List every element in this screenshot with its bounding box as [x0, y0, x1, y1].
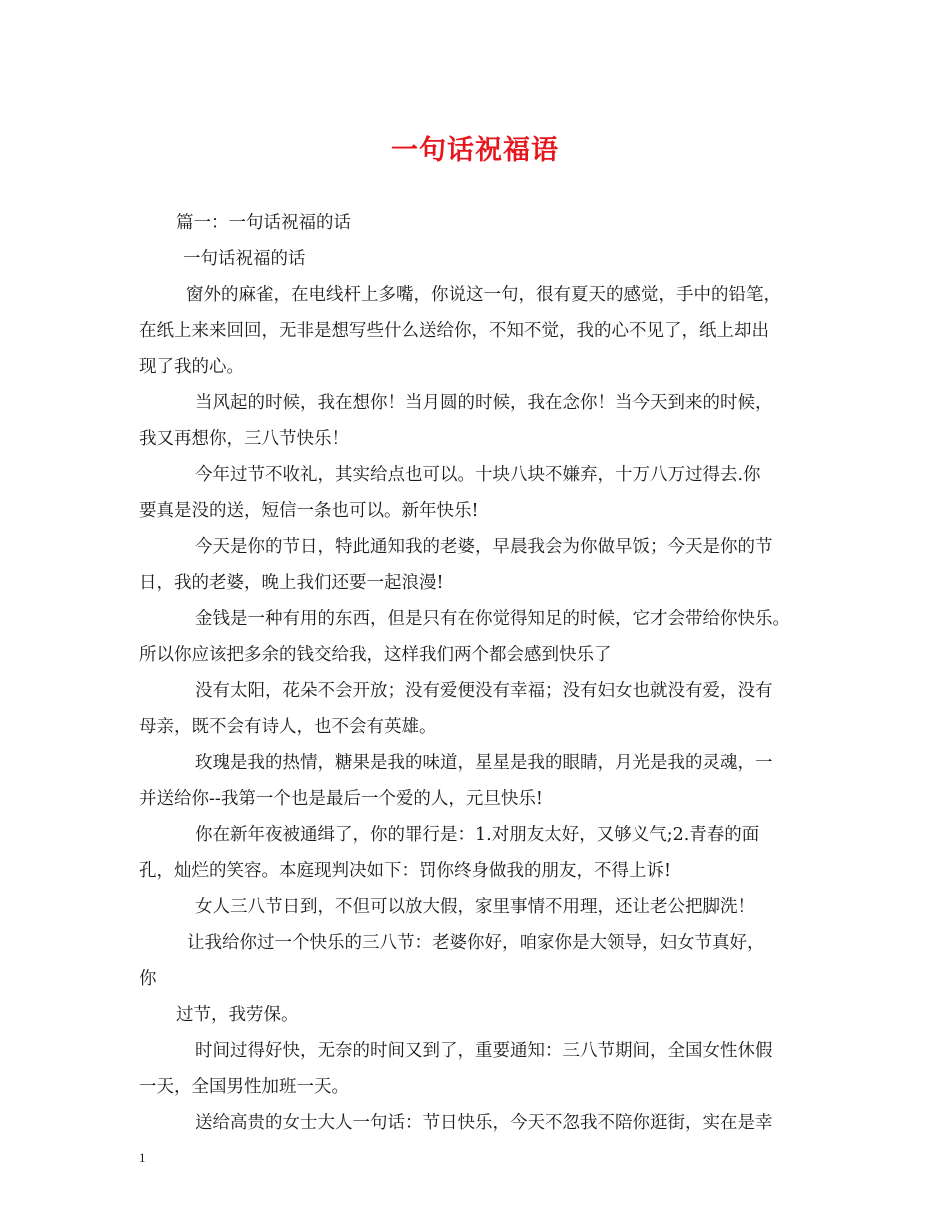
page-number: 1	[139, 1150, 146, 1165]
text-line: 篇一：一句话祝福的话	[176, 213, 351, 233]
text-line: 让我给你过一个快乐的三八节：老婆你好，咱家你是大领导，妇女节真好，	[187, 933, 765, 953]
text-line: 今年过节不收礼，其实给点也可以。十块八块不嫌弃，十万八万过得去.你	[195, 465, 761, 485]
text-line: 你	[139, 969, 157, 989]
text-line: 一天，全国男性加班一天。	[139, 1077, 349, 1097]
text-line: 过节，我劳保。	[176, 1005, 299, 1025]
text-line: 时间过得好快，无奈的时间又到了，重要通知：三八节期间，全国女性休假	[195, 1041, 773, 1061]
text-line: 玫瑰是我的热情，糖果是我的味道，星星是我的眼睛，月光是我的灵魂，一	[195, 753, 773, 773]
document-title: 一句话祝福语	[391, 135, 559, 166]
text-line: 一句话祝福的话	[183, 249, 306, 269]
text-line: 母亲，既不会有诗人，也不会有英雄。	[139, 717, 437, 737]
text-line: 孔，灿烂的笑容。本庭现判决如下：罚你终身做我的朋友，不得上诉!	[139, 861, 672, 881]
text-line: 在纸上来来回回，无非是想写些什么送给你，不知不觉，我的心不见了，纸上却出	[139, 321, 769, 341]
text-line: 当风起的时候，我在想你！当月圆的时候，我在念你！当今天到来的时候，	[195, 393, 773, 413]
text-line: 送给高贵的女士大人一句话：节日快乐，今天不忽我不陪你逛街，实在是幸	[195, 1113, 773, 1133]
text-line: 没有太阳，花朵不会开放；没有爱便没有幸福；没有妇女也就没有爱，没有	[195, 681, 773, 701]
text-line: 日，我的老婆，晚上我们还要一起浪漫!	[139, 573, 444, 593]
text-line: 我又再想你，三八节快乐！	[139, 429, 349, 449]
text-line: 所以你应该把多余的钱交给我，这样我们两个都会感到快乐了	[139, 645, 612, 665]
text-line: 你在新年夜被通缉了，你的罪行是：1.对朋友太好，又够义气;2.青春的面	[195, 825, 760, 845]
text-line: 要真是没的送，短信一条也可以。新年快乐!	[139, 501, 479, 521]
text-line: 金钱是一种有用的东西，但是只有在你觉得知足的时候，它才会带给你快乐。	[195, 609, 790, 629]
text-line: 女人三八节日到，不但可以放大假，家里事情不用理，还让老公把脚洗！	[195, 897, 755, 917]
text-line: 今天是你的节日，特此通知我的老婆，早晨我会为你做早饭；今天是你的节	[195, 537, 773, 557]
text-line: 并送给你--我第一个也是最后一个爱的人，元旦快乐!	[139, 789, 543, 809]
text-line: 现了我的心。	[139, 357, 244, 377]
text-line: 窗外的麻雀，在电线杆上多嘴，你说这一句，很有夏天的感觉，手中的铅笔，	[186, 285, 781, 305]
document-body	[139, 205, 829, 1141]
